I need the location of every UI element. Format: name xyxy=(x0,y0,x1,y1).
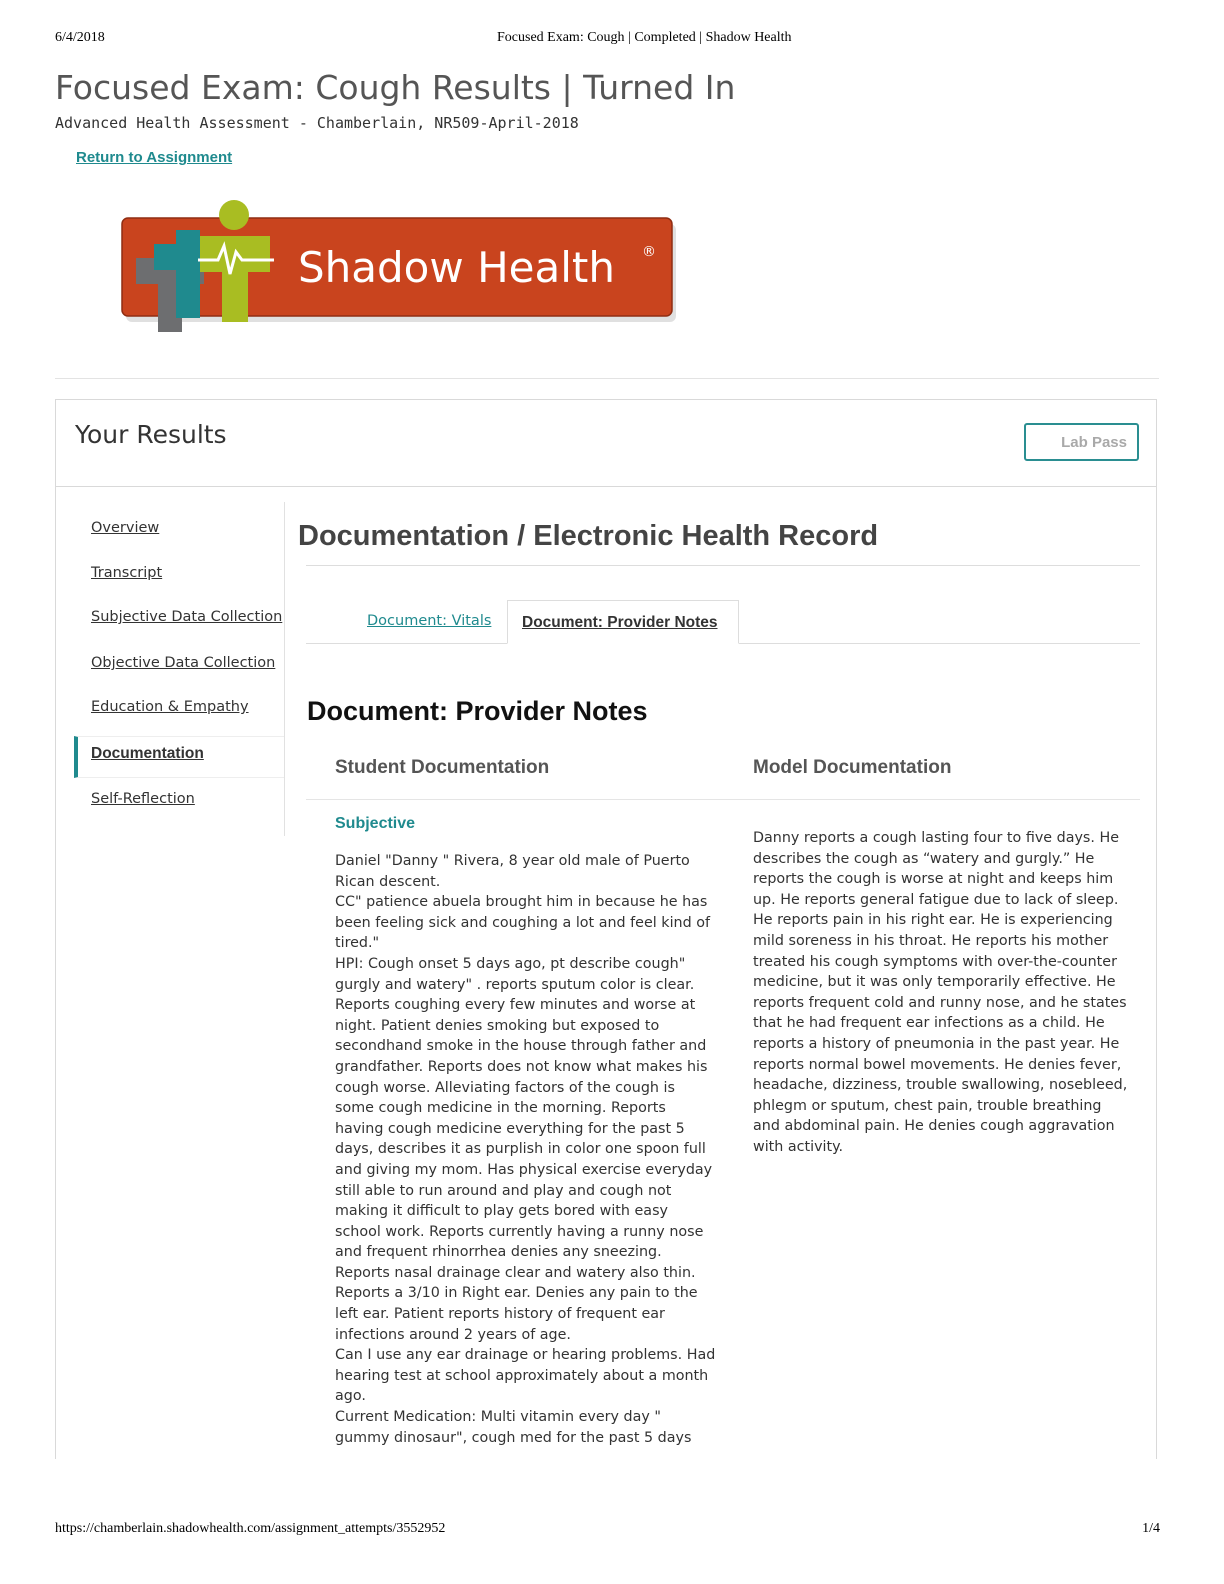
student-line: Can I use any ear drainage or hearing problems. Had hearing test at school approximately about a month ago. xyxy=(335,1347,716,1405)
results-panel xyxy=(55,399,1157,1459)
heading-divider xyxy=(306,565,1140,566)
page-title: Focused Exam: Cough Results | Turned In xyxy=(55,68,736,107)
course-subtitle: Advanced Health Assessment - Chamberlain, NR509-April-2018 xyxy=(55,114,579,132)
sidebar-item-transcript[interactable]: Transcript xyxy=(91,565,163,581)
return-to-assignment-link[interactable]: Return to Assignment xyxy=(76,149,233,166)
documentation-heading: Documentation / Electronic Health Record xyxy=(298,520,879,552)
results-title: Your Results xyxy=(75,420,227,449)
print-url: https://chamberlain.shadowhealth.com/assignment_attempts/3552952 xyxy=(55,1521,446,1536)
provider-notes-heading: Document: Provider Notes xyxy=(307,696,648,726)
sidebar-item-objective-data-collection[interactable]: Objective Data Collection xyxy=(91,655,276,671)
student-line: Daniel "Danny " Rivera, 8 year old male of Puerto Rican descent. xyxy=(335,853,690,890)
shadow-health-logo xyxy=(116,196,682,346)
model-documentation-header: Model Documentation xyxy=(753,757,952,778)
tab-document-provider-notes[interactable]: Document: Provider Notes xyxy=(507,600,739,644)
student-documentation-text xyxy=(335,851,717,1448)
student-line: CC" patience abuela brought him in because he has been feeling sick and coughing a lot and feel kind of tired." xyxy=(335,894,710,952)
results-header xyxy=(56,400,1156,487)
logo-text: Shadow Health xyxy=(298,243,615,292)
student-line: HPI: Cough onset 5 days ago, pt describe cough" gurgly and watery" . reports sputum color is clear. Reports coughing every few minutes and worse at night. Patient denies smoking but exposed to secondhand smoke in the house through father and grandfather. Reports does not know what makes his cough worse. Alleviating factors of the cough is some cough medicine in the morning. Reports having cough medicine everything for the past 5 days, describes it as purplish in color one spoon full and giving my mom. Has physical exercise everyday still able to run around and play and cough not making it difficult to play gets bored with easy school work. Reports currently having a runny nose and frequent rhinorrhea denies any sneezing. Reports nasal drainage clear and watery also thin. Reports a 3/10 in Right ear. Denies any pain to the left ear. Patient reports history of frequent ear infections around 2 years of age. xyxy=(335,955,713,1343)
print-date: 6/4/2018 xyxy=(55,30,105,45)
print-document-title: Focused Exam: Cough | Completed | Shadow Health xyxy=(497,30,792,45)
model-documentation-text: Danny reports a cough lasting four to five days. He describes the cough as “watery and gurgly.” He reports the cough is worse at night and keeps him up. He reports general fatigue due to lack of sleep. He reports pain in his right ear. He is experiencing mild soreness in his throat. He reports his mother treated his cough symptoms with over-the-counter medicine, but it was only temporarily effective. He reports frequent cold and runny nose, and he states that he had frequent ear infections as a child. He reports a history of pneumonia in the past year. He reports normal bowel movements. He denies fever, headache, dizziness, trouble swallowing, nosebleed, phlegm or sputum, chest pain, trouble breathing and abdominal pain. He denies cough aggravation with activity. xyxy=(753,830,1128,1155)
header-divider xyxy=(55,378,1159,379)
student-documentation-header: Student Documentation xyxy=(335,757,550,778)
sidebar-item-education-empathy[interactable]: Education & Empathy xyxy=(91,699,249,715)
sidebar-item-documentation[interactable]: Documentation xyxy=(74,736,284,778)
sidebar-item-overview[interactable]: Overview xyxy=(91,520,160,536)
columns-divider xyxy=(306,799,1140,800)
print-page-number: 1/4 xyxy=(1142,1521,1160,1536)
sidebar-item-subjective-data-collection[interactable]: Subjective Data Collection xyxy=(91,609,283,625)
logo-registered-mark: ® xyxy=(642,244,656,260)
results-sidebar xyxy=(74,502,285,836)
sidebar-item-self-reflection[interactable]: Self-Reflection xyxy=(91,791,195,807)
subjective-section-label: Subjective xyxy=(335,815,416,832)
lab-pass-button[interactable]: Lab Pass xyxy=(1024,423,1139,461)
tab-document-vitals[interactable]: Document: Vitals xyxy=(367,613,492,629)
student-line: Current Medication: Multi vitamin every day " gummy dinosaur", cough med for the past 5 days xyxy=(335,1409,692,1446)
